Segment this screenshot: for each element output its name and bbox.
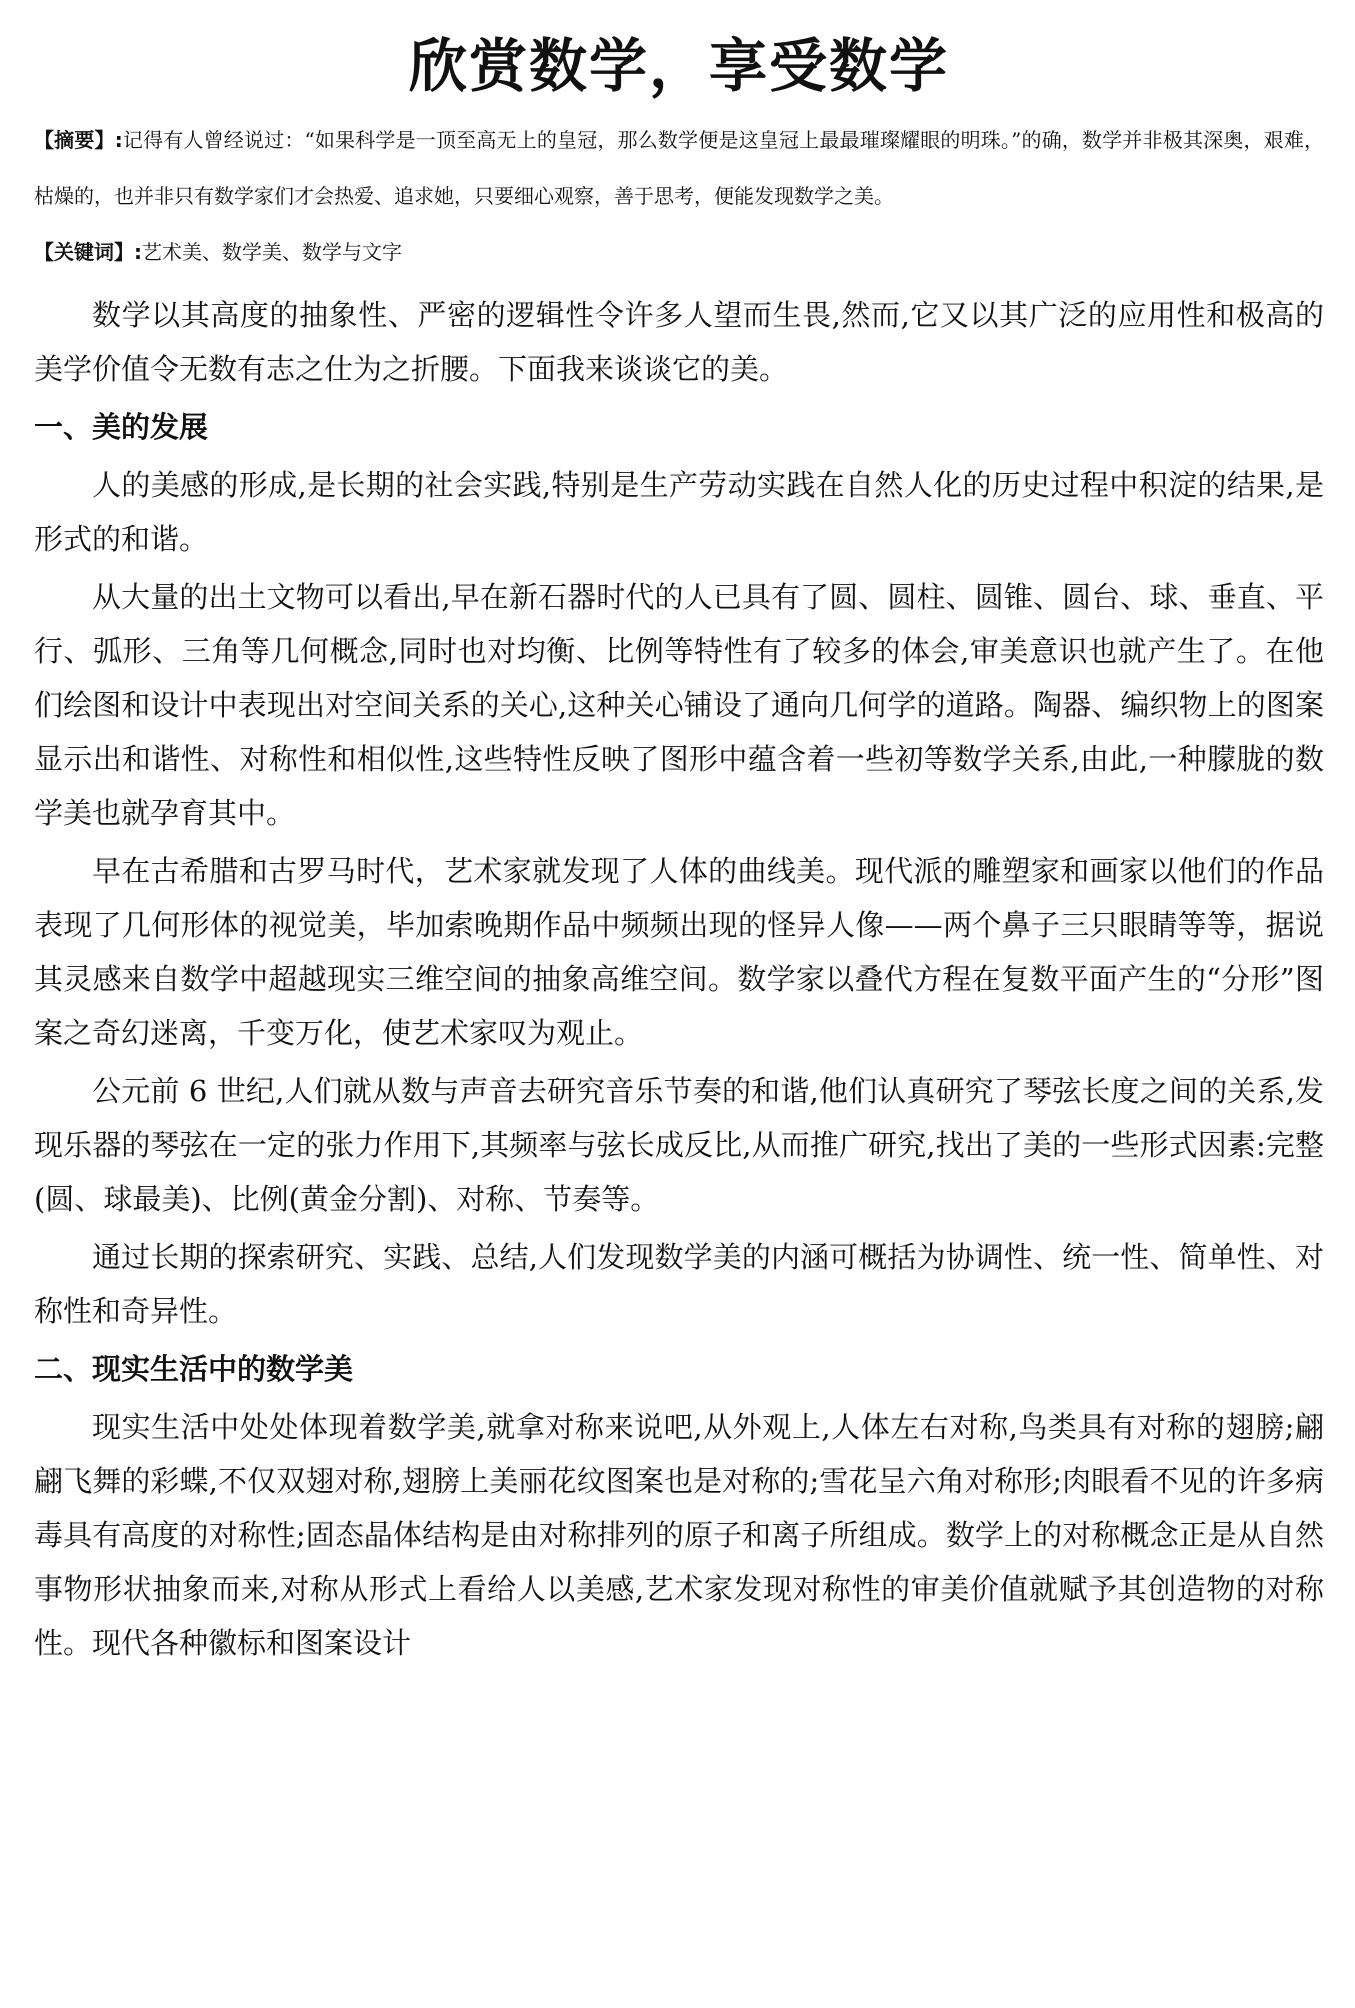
section1-paragraph-4: 公元前 6 世纪,人们就从数与声音去研究音乐节奏的和谐,他们认真研究了琴弦长度之间的关系,发现乐器的琴弦在一定的张力作用下,其频率与弦长成反比,从而推广研究,找出了美的一些形式因素:完整(圆、球最美)、比例(黄金分割)、对称、节奏等。 xyxy=(34,1074,1324,1216)
section-heading-real-life: 二、现实生活中的数学美 xyxy=(34,1352,354,1386)
document-title: 欣赏数学，享受数学 xyxy=(408,32,949,100)
abstract-label: 【摘要】: xyxy=(34,128,123,152)
intro-paragraph: 数学以其高度的抽象性、严密的逻辑性令许多人望而生畏,然而,它又以其广泛的应用性和极高的美学价值令无数有志之仕为之折腰。下面我来谈谈它的美。 xyxy=(34,298,1324,386)
section1-paragraph-1: 人的美感的形成,是长期的社会实践,特别是生产劳动实践在自然人化的历史过程中积淀的结果,是形式的和谐。 xyxy=(34,468,1324,556)
section1-paragraph-3: 早在古希腊和古罗马时代，艺术家就发现了人体的曲线美。现代派的雕塑家和画家以他们的作品表现了几何形体的视觉美，毕加索晚期作品中频频出现的怪异人像——两个鼻子三只眼睛等等，据说其灵感来自数学中超越现实三维空间的抽象高维空间。数学家以叠代方程在复数平面产生的“分形”图案之奇幻迷离，千变万化，使艺术家叹为观止。 xyxy=(34,854,1324,1050)
section1-paragraph-5: 通过长期的探索研究、实践、总结,人们发现数学美的内涵可概括为协调性、统一性、简单性、对称性和奇异性。 xyxy=(34,1240,1324,1328)
section-heading-development: 一、美的发展 xyxy=(34,410,209,444)
keywords-label: 【关键词】: xyxy=(34,240,142,264)
section2-paragraph-1: 现实生活中处处体现着数学美,就拿对称来说吧,从外观上,人体左右对称,鸟类具有对称的翅膀;翩翩飞舞的彩蝶,不仅双翅对称,翅膀上美丽花纹图案也是对称的;雪花呈六角对称形;肉眼看不见的许多病毒具有高度的对称性;固态晶体结构是由对称排列的原子和离子所组成。数学上的对称概念正是从自然事物形状抽象而来,对称从形式上看给人以美感,艺术家发现对称性的审美价值就赋予其创造物的对称性。现代各种徽标和图案设计 xyxy=(34,1410,1324,1660)
abstract xyxy=(34,112,1324,224)
keywords-text: 艺术美、数学美、数学与文字 xyxy=(142,240,402,264)
abstract-text: 记得有人曾经说过：“如果科学是一顶至高无上的皇冠，那么数学便是这皇冠上最最璀璨耀眼的明珠。”的确，数学并非极其深奥，艰难，枯燥的，也并非只有数学家们才会热爱、追求她，只要细心观察，善于思考，便能发现数学之美。 xyxy=(34,128,1325,208)
section1-paragraph-2: 从大量的出土文物可以看出,早在新石器时代的人已具有了圆、圆柱、圆锥、圆台、球、垂直、平行、弧形、三角等几何概念,同时也对均衡、比例等特性有了较多的体会,审美意识也就产生了。在他们绘图和设计中表现出对空间关系的关心,这种关心铺设了通向几何学的道路。陶器、编织物上的图案显示出和谐性、对称性和相似性,这些特性反映了图形中蕴含着一些初等数学关系,由此,一种朦胧的数学美也就孕育其中。 xyxy=(34,580,1324,830)
keywords xyxy=(34,224,1324,280)
document-page xyxy=(34,26,1324,1674)
